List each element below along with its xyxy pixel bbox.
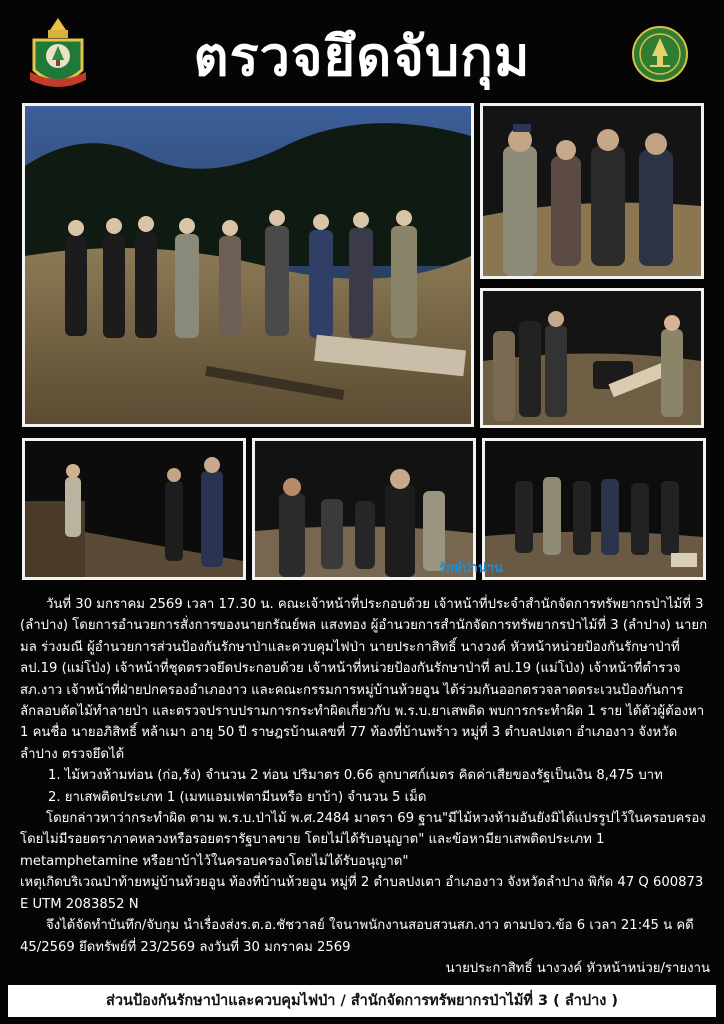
footer-banner: ส่วนป้องกันรักษาป่าและควบคุมไฟป่า / สำนักจัดการทรัพยากรป่าไม้ที่ 3 ( ลำปาง ) [8,985,716,1017]
report-paragraph-charges: โดยกล่าวหาว่ากระทำผิด ตาม พ.ร.บ.ป่าไม้ พ.ศ.2484 มาตรา 69 ฐาน"มีไม้หวงห้ามอันยังมิได้แปรรูปไว้ในครอบครองโดยไม่มีรอยตราภาคหลวงหรือรอยตรารัฐบาลขาย โดยไม่ได้รับอนุญาต" และข้อหามียาเสพติดประเภท 1 metamphetamine หรือยาบ้าไว้ในครอบครองโดยไม่ได้รับอนุญาต" [20,811,706,869]
seized-item-1: 1. ไม้หวงห้ามท่อน (ก่อ,รัง) จำนวน 2 ท่อน ปริมาตร 0.66 ลูกบาศก์เมตร คิดค่าเสียของรัฐเป็นเงิน 8,475 บาท [48,768,663,784]
page-title: ตรวจยึดจับกุม [193,25,531,88]
report-body [20,594,710,979]
photo-group-night-forest [22,103,474,427]
report-paragraph-case: จึงได้จัดทำบันทึก/จับกุม นำเรื่องส่งร.ต.อ.ชัชวาลย์ ใจนาพนักงานสอบสวนสภ.งาว ตามปจว.ข้อ 6 เวลา 21:45 น คดี 45/2569 ยึดทรัพย์ที่ 23/2569 ลงวันที่ 30 มกราคม 2569 [20,918,694,955]
watermark-logo [422,562,520,588]
photo-slope-officers [22,438,246,580]
photo-night-row [482,438,706,580]
royal-forest-emblem-icon [26,16,90,94]
watermark-text: รักษ์ป่าน่าน [438,561,504,576]
seized-item-2: 2. ยาเสพติดประเภท 1 (เมทแอมเฟตามีนหรือ ยาบ้า) จำนวน 5 เม็ด [48,789,427,805]
forest-department-seal-icon [632,26,688,82]
report-paragraph-main: วันที่ 30 มกราคม 2569 เวลา 17.30 น. คณะเจ้าหน้าที่ประกอบด้วย เจ้าหน้าที่ประจำสำนักจัดการทรัพยากรป่าไม้ที่ 3 (ลำปาง) โดยการอำนวยการสั่งการของนายกรัณย์พล แสงทอง ผู้อำนวยการสำนักจัดการทรัพยากรป่าไม้ที่ 3 (ลำปาง) นายกมล ร่วงมณี ผู้อำนวยการส่วนป้องกันรักษาป่าและควบคุมไฟป่า นายประกาสิทธิ์ นางวงค์ หัวหน้าหน่วยป้องกันรักษาป่าที่ ลป.19 (แม่โป่ง) เจ้าหน้าที่ชุดตรวจยึดประกอบด้วย เจ้าหน้าที่หน่วยป้องกันรักษาป่าที่ ลป.19 (แม่โป่ง) เจ้าหน้าที่ตำรวจ สภ.งาว เจ้าหน้าที่ฝ่ายปกครองอำเภองาว และคณะกรรมการหมู่บ้านห้วยอูน ได้ร่วมกันออกตรวจลาดตระเวนป้องกันการลักลอบตัดไม้ทำลายป่า และตรวจปราบปรามการกระทำผิดเกี่ยวกับ พ.ร.บ.ยาเสพติด พบการกระทำผิด 1 ราย ได้ตัวผู้ต้องหา 1 คนชื่อ นายอภิสิทธิ์ หล้าเมา อายุ 50 ปี ราษฎรบ้านเลขที่ 77 ท้องที่บ้านพร้าว หมู่ที่ 3 ตำบลปงเตา อำเภองาว จังหวัดลำปาง ตรวจยึดได้ [20,597,708,762]
report-signer: นายประกาสิทธิ์ นางวงค์ หัวหน้าหน่วย/รายงาน [445,960,710,976]
photo-officers-close [480,103,704,279]
report-paragraph-location: เหตุเกิดบริเวณป่าท้ายหมู่บ้านห้วยอูน ท้องที่บ้านห้วยอูน หมู่ที่ 2 ตำบลปงเตา อำเภองาว จังหวัดลำปาง พิกัด 47 Q 600873 E UTM 2083852 N [20,875,704,912]
photo-log-seizure [480,288,704,428]
photo-group-evening [252,438,476,580]
